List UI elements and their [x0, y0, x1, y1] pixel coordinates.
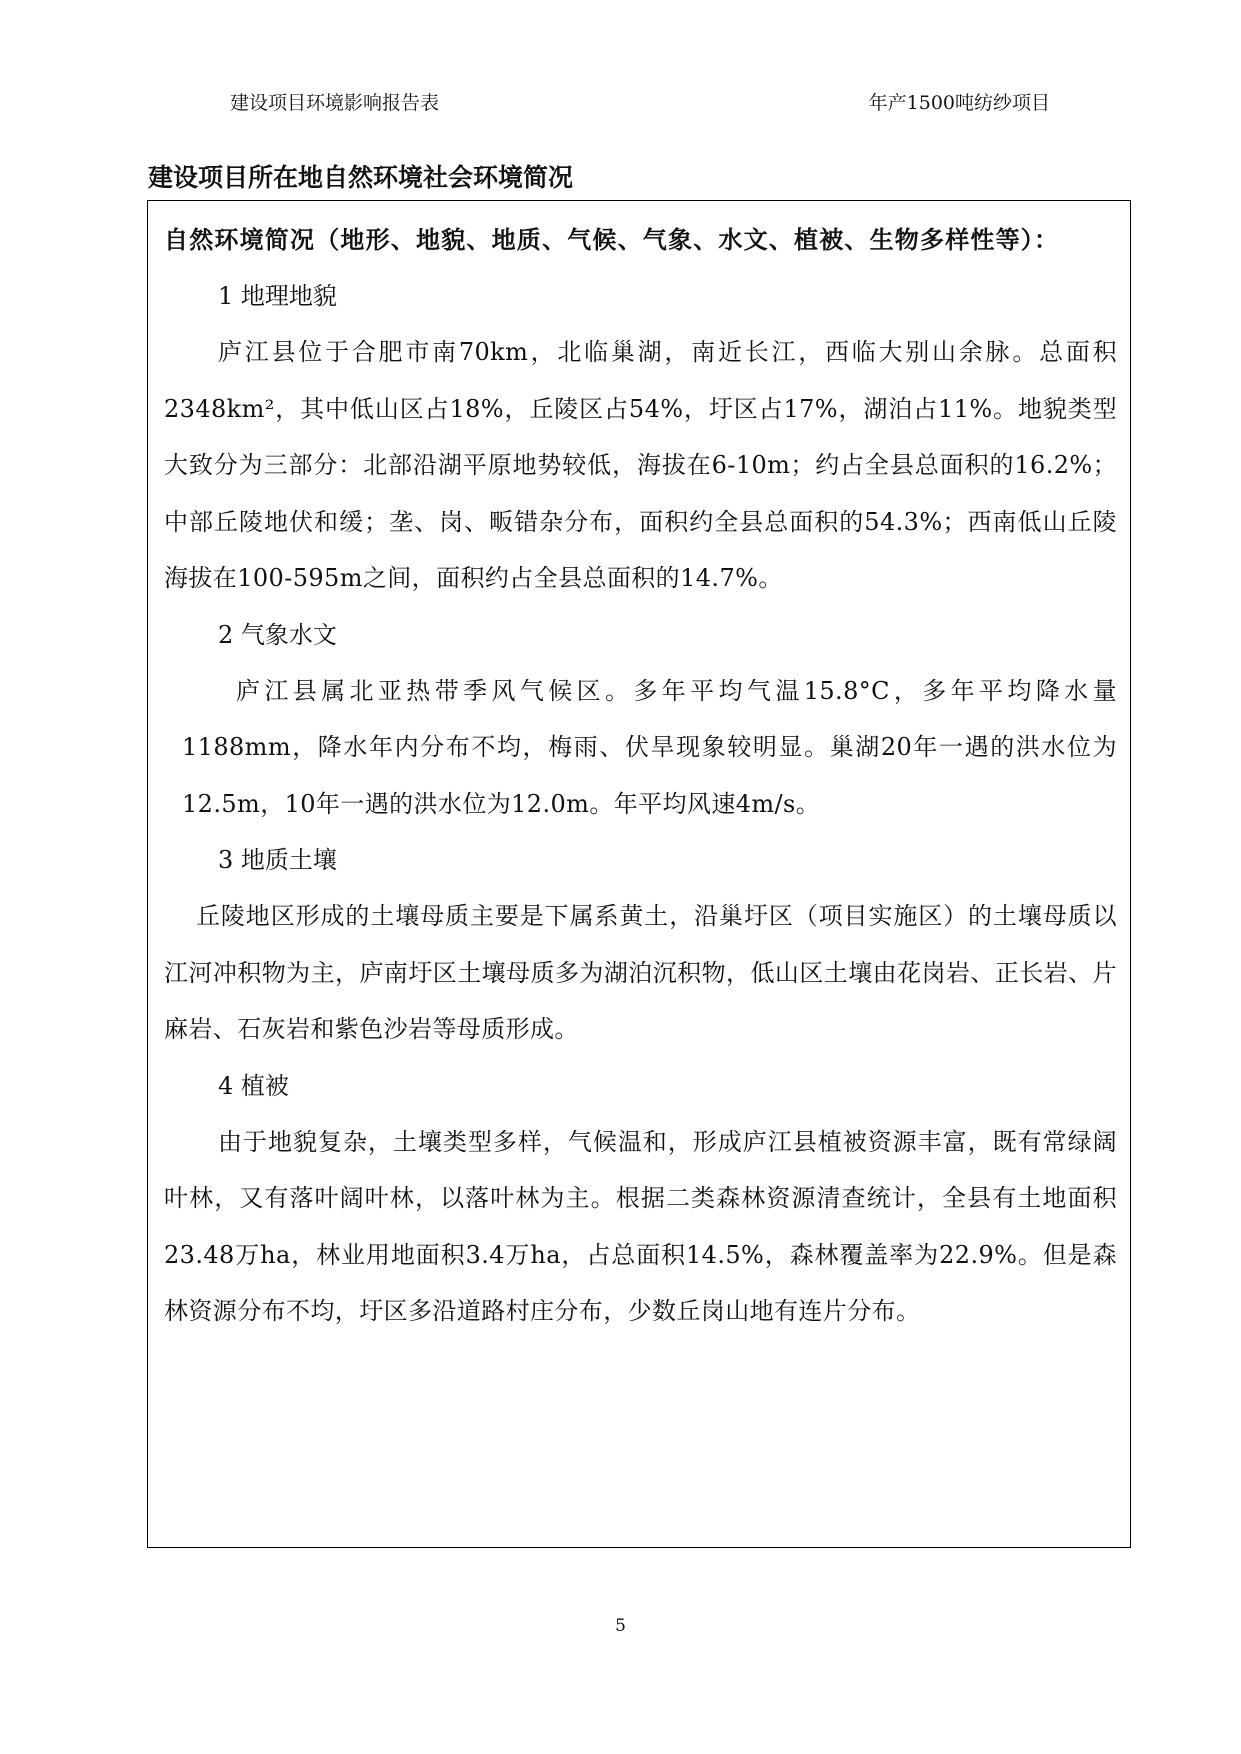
page-number: 5: [615, 1616, 626, 1636]
header-report-title: 建设项目环境影响报告表: [230, 92, 440, 114]
subsection-title-vegetation: 4 植被: [218, 1071, 289, 1100]
paragraph-climate: 庐江县属北亚热带季风气候区。多年平均气温15.8°C，多年平均降水量1188mm，降水年内分布不均，梅雨、伏旱现象较明显。巢湖20年一遇的洪水位为12.5m，10年一遇的洪水位为12.0m。年平均风速4m/s。: [182, 676, 1117, 818]
running-header: [230, 88, 1050, 118]
section-title: 建设项目所在地自然环境社会环境简况: [148, 163, 574, 192]
subsection-title-geography: 1 地理地貌: [218, 282, 337, 310]
header-project-name: 年产1500吨纺纱项目: [868, 92, 1050, 114]
environment-overview-box: [147, 200, 1131, 1548]
box-heading: 自然环境简况（地形、地貌、地质、气候、气象、水文、植被、生物多样性等）：: [164, 226, 1060, 254]
subsection-title-climate: 2 气象水文: [218, 620, 337, 649]
paragraph-vegetation: 由于地貌复杂，土壤类型多样，气候温和，形成庐江县植被资源丰富，既有常绿阔叶林，又有落叶阔叶林，以落叶林为主。根据二类森林资源清查统计，全县有土地面积23.48万ha，林业用地面积3.4万ha，占总面积14.5%，森林覆盖率为22.9%。但是森林资源分布不均，圩区多沿道路村庄分布，少数丘岗山地有连片分布。: [164, 1127, 1117, 1325]
subsection-title-geology: 3 地质土壤: [218, 846, 337, 874]
paragraph-geology: 丘陵地区形成的土壤母质主要是下属系黄土，沿巢圩区（项目实施区）的土壤母质以江河冲积物为主，庐南圩区土壤母质多为湖泊沉积物，低山区土壤由花岗岩、正长岩、片麻岩、石灰岩和紫色沙岩等母质形成。: [164, 902, 1117, 1043]
paragraph-geography: 庐江县位于合肥市南70km，北临巢湖，南近长江，西临大别山余脉。总面积2348km²，其中低山区占18%，丘陵区占54%，圩区占17%，湖泊占11%。地貌类型大致分为三部分：北部沿湖平原地势较低，海拔在6-10m；约占全县总面积的16.2%；中部丘陵地伏和缓；垄、岗、畈错杂分布，面积约全县总面积的54.3%；西南低山丘陵海拔在100-595m之间，面积约占全县总面积的14.7%。: [164, 338, 1117, 592]
